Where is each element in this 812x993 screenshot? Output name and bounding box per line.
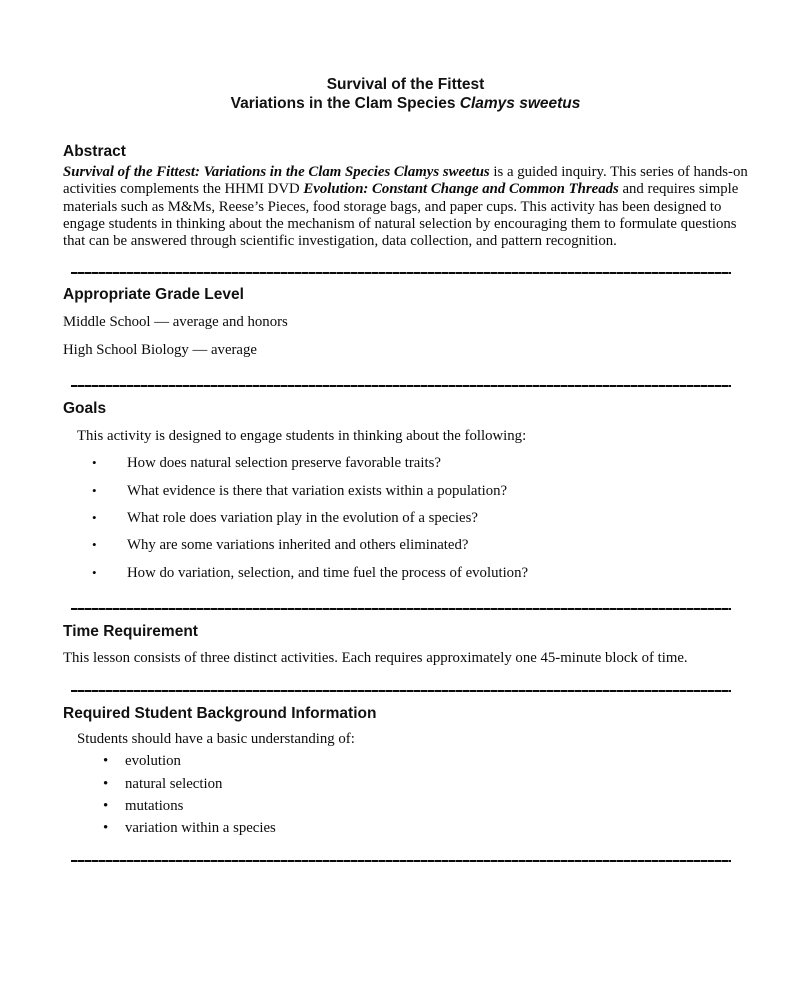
abstract-paragraph <box>63 164 748 250</box>
goals-heading: Goals <box>63 400 107 418</box>
bullet-icon: • <box>92 509 97 525</box>
list-item-text: What evidence is there that variation exists within a population? <box>127 482 508 499</box>
text-segment: Variations in the Clam Species <box>230 95 460 112</box>
bullet-icon: • <box>103 775 109 792</box>
section-divider <box>71 608 731 610</box>
list-item-text: Why are some variations inherited and others eliminated? <box>127 537 469 554</box>
section-divider <box>71 860 731 862</box>
background-list <box>63 753 748 837</box>
list-item-text: What role does variation play in the evolution of a species? <box>127 509 478 526</box>
list-item-text: evolution <box>125 753 181 770</box>
grade-level-heading: Appropriate Grade Level <box>63 286 244 304</box>
goals-list <box>63 454 748 581</box>
time-requirement-text: This lesson consists of three distinct activities. Each requires approximately one 45-minute block of time. <box>63 649 688 666</box>
list-item <box>63 798 748 815</box>
background-intro: Students should have a basic understanding of: <box>77 731 355 748</box>
background-heading: Required Student Background Information <box>63 705 377 723</box>
bullet-icon: • <box>92 537 97 553</box>
document-title-line1: Survival of the Fittest <box>326 76 485 93</box>
section-divider <box>71 272 731 274</box>
list-item-text: mutations <box>125 798 184 815</box>
bullet-icon: • <box>103 753 109 770</box>
list-item-text: variation within a species <box>125 820 276 837</box>
list-item-text: natural selection <box>125 775 223 792</box>
document-title <box>63 75 748 113</box>
abstract-heading: Abstract <box>63 143 126 160</box>
text-segment: Evolution: Constant Change and Common Threads <box>303 181 619 198</box>
text-segment: Survival of the Fittest: Variations in the Clam Species Clamys sweetus <box>63 164 490 180</box>
grade-level-line: High School Biology — average <box>63 341 257 358</box>
list-item-text: How do variation, selection, and time fuel the process of evolution? <box>127 564 529 581</box>
text-segment: Clamys sweetus <box>459 95 581 112</box>
bullet-icon: • <box>92 482 97 498</box>
section-divider <box>71 690 731 692</box>
list-item <box>63 820 748 837</box>
list-item <box>63 509 748 527</box>
goals-intro: This activity is designed to engage students in thinking about the following: <box>77 428 527 445</box>
time-requirement-heading: Time Requirement <box>63 622 198 640</box>
document-title-line2 <box>63 94 748 113</box>
list-item <box>63 776 748 793</box>
list-item <box>63 454 748 472</box>
bullet-icon: • <box>103 820 109 837</box>
list-item <box>63 536 748 554</box>
bullet-icon: • <box>92 564 97 580</box>
text-segment: is a guided inquiry. This series of hands-on activities complements the HHMI DVD <box>63 164 748 198</box>
section-divider <box>71 385 731 387</box>
list-item-text: How does natural selection preserve favorable traits? <box>127 455 441 472</box>
list-item <box>63 482 748 500</box>
text-segment: and requires simple materials such as M&Ms, Reese’s Pieces, food storage bags, and paper cups. This activity has been designed to engage students in thinking about the mechanism of natural selection by encouraging them to formulate questions that can be answered through scientific investigation, data collection, and pattern recognition. <box>63 181 739 250</box>
list-item <box>63 753 748 770</box>
grade-level-line: Middle School — average and honors <box>63 314 288 331</box>
bullet-icon: • <box>103 798 109 815</box>
bullet-icon: • <box>92 455 97 471</box>
list-item <box>63 564 748 582</box>
